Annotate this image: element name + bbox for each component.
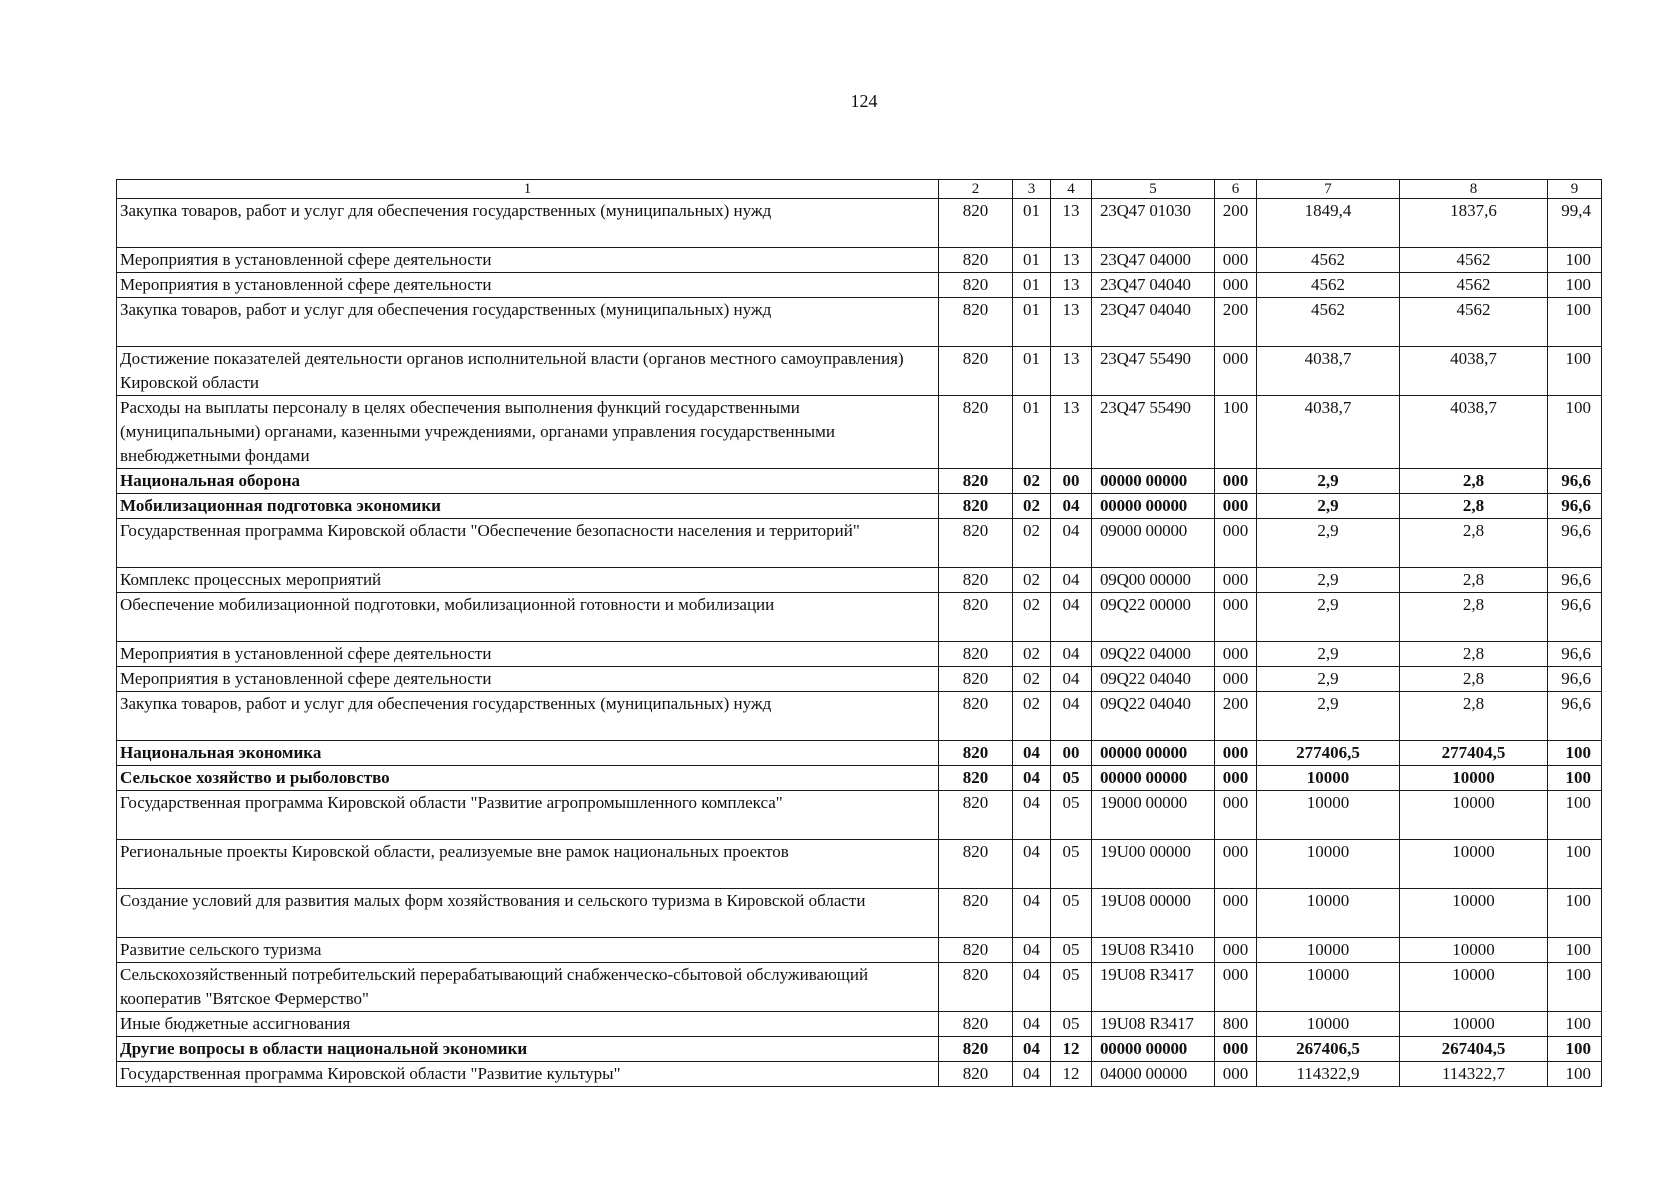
row-target-article: 23Q47 55490: [1092, 347, 1215, 396]
table-row: [117, 791, 1602, 840]
row-subsection-code: 13: [1051, 347, 1092, 396]
row-executed-amount: 10000: [1400, 889, 1548, 938]
header-cell: 3: [1013, 180, 1051, 199]
row-ministry-code: 820: [939, 692, 1013, 741]
row-execution-percent: 96,6: [1548, 667, 1602, 692]
row-execution-percent: 100: [1548, 741, 1602, 766]
row-execution-percent: 96,6: [1548, 469, 1602, 494]
row-expense-type: 000: [1215, 1037, 1257, 1062]
row-name: Государственная программа Кировской области "Обеспечение безопасности населения и территорий": [117, 519, 939, 568]
row-section-code: 04: [1013, 1062, 1051, 1087]
row-ministry-code: 820: [939, 791, 1013, 840]
row-subsection-code: 04: [1051, 568, 1092, 593]
row-name: Мероприятия в установленной сфере деятельности: [117, 248, 939, 273]
row-section-code: 04: [1013, 791, 1051, 840]
row-section-code: 02: [1013, 568, 1051, 593]
row-target-article: 19U08 R3417: [1092, 963, 1215, 1012]
row-execution-percent: 100: [1548, 791, 1602, 840]
row-ministry-code: 820: [939, 396, 1013, 469]
row-section-code: 04: [1013, 1037, 1051, 1062]
row-target-article: 09Q22 04040: [1092, 692, 1215, 741]
row-planned-amount: 2,9: [1257, 692, 1400, 741]
row-executed-amount: 4038,7: [1400, 396, 1548, 469]
row-executed-amount: 2,8: [1400, 494, 1548, 519]
row-ministry-code: 820: [939, 494, 1013, 519]
row-section-code: 02: [1013, 642, 1051, 667]
row-executed-amount: 277404,5: [1400, 741, 1548, 766]
row-subsection-code: 00: [1051, 741, 1092, 766]
row-subsection-code: 04: [1051, 593, 1092, 642]
row-ministry-code: 820: [939, 199, 1013, 248]
row-subsection-code: 12: [1051, 1062, 1092, 1087]
row-subsection-code: 05: [1051, 766, 1092, 791]
table-row: [117, 347, 1602, 396]
row-expense-type: 000: [1215, 963, 1257, 1012]
table-row: [117, 396, 1602, 469]
row-name: Другие вопросы в области национальной экономики: [117, 1037, 939, 1062]
row-execution-percent: 100: [1548, 1062, 1602, 1087]
row-planned-amount: 2,9: [1257, 568, 1400, 593]
row-section-code: 02: [1013, 667, 1051, 692]
table-row: [117, 298, 1602, 347]
header-cell: 4: [1051, 180, 1092, 199]
row-planned-amount: 10000: [1257, 840, 1400, 889]
row-name: Мероприятия в установленной сфере деятельности: [117, 273, 939, 298]
row-name: Обеспечение мобилизационной подготовки, мобилизационной готовности и мобилизации: [117, 593, 939, 642]
row-execution-percent: 100: [1548, 1012, 1602, 1037]
row-execution-percent: 99,4: [1548, 199, 1602, 248]
row-planned-amount: 1849,4: [1257, 199, 1400, 248]
row-ministry-code: 820: [939, 347, 1013, 396]
row-execution-percent: 100: [1548, 273, 1602, 298]
row-executed-amount: 4562: [1400, 298, 1548, 347]
row-ministry-code: 820: [939, 840, 1013, 889]
row-planned-amount: 114322,9: [1257, 1062, 1400, 1087]
row-expense-type: 000: [1215, 766, 1257, 791]
row-expense-type: 000: [1215, 741, 1257, 766]
row-name: Государственная программа Кировской области "Развитие культуры": [117, 1062, 939, 1087]
row-planned-amount: 2,9: [1257, 642, 1400, 667]
row-subsection-code: 05: [1051, 791, 1092, 840]
row-section-code: 04: [1013, 840, 1051, 889]
table-row: [117, 1012, 1602, 1037]
row-subsection-code: 05: [1051, 840, 1092, 889]
row-executed-amount: 2,8: [1400, 642, 1548, 667]
row-subsection-code: 05: [1051, 1012, 1092, 1037]
row-executed-amount: 2,8: [1400, 667, 1548, 692]
table-row: [117, 248, 1602, 273]
row-executed-amount: 10000: [1400, 840, 1548, 889]
row-name: Развитие сельского туризма: [117, 938, 939, 963]
table-row: [117, 840, 1602, 889]
row-ministry-code: 820: [939, 642, 1013, 667]
row-subsection-code: 04: [1051, 494, 1092, 519]
row-expense-type: 000: [1215, 519, 1257, 568]
row-planned-amount: 267406,5: [1257, 1037, 1400, 1062]
row-target-article: 09Q22 00000: [1092, 593, 1215, 642]
row-ministry-code: 820: [939, 248, 1013, 273]
row-expense-type: 000: [1215, 248, 1257, 273]
row-name: Сельскохозяйственный потребительский перерабатывающий снабженческо-сбытовой обслуживающий кооператив "Вятское Фермерство": [117, 963, 939, 1012]
row-expense-type: 000: [1215, 642, 1257, 667]
header-cell: 2: [939, 180, 1013, 199]
row-expense-type: 000: [1215, 791, 1257, 840]
row-ministry-code: 820: [939, 1012, 1013, 1037]
table-row: [117, 1062, 1602, 1087]
row-name: Достижение показателей деятельности органов исполнительной власти (органов местного самоуправления) Кировской области: [117, 347, 939, 396]
row-expense-type: 200: [1215, 298, 1257, 347]
row-section-code: 01: [1013, 273, 1051, 298]
row-target-article: 04000 00000: [1092, 1062, 1215, 1087]
table-row: [117, 1037, 1602, 1062]
row-expense-type: 000: [1215, 347, 1257, 396]
row-target-article: 00000 00000: [1092, 766, 1215, 791]
row-name: Государственная программа Кировской области "Развитие агропромышленного комплекса": [117, 791, 939, 840]
header-cell: 8: [1400, 180, 1548, 199]
row-expense-type: 000: [1215, 273, 1257, 298]
table-row: [117, 494, 1602, 519]
row-section-code: 04: [1013, 1012, 1051, 1037]
table-row: [117, 938, 1602, 963]
row-subsection-code: 13: [1051, 396, 1092, 469]
table-row: [117, 568, 1602, 593]
row-target-article: 09Q22 04040: [1092, 667, 1215, 692]
row-target-article: 00000 00000: [1092, 469, 1215, 494]
table-row: [117, 469, 1602, 494]
header-cell: 6: [1215, 180, 1257, 199]
row-target-article: 19U08 R3410: [1092, 938, 1215, 963]
row-ministry-code: 820: [939, 963, 1013, 1012]
row-execution-percent: 96,6: [1548, 692, 1602, 741]
row-name: Национальная оборона: [117, 469, 939, 494]
row-planned-amount: 4038,7: [1257, 396, 1400, 469]
row-target-article: 00000 00000: [1092, 494, 1215, 519]
row-expense-type: 200: [1215, 199, 1257, 248]
row-ministry-code: 820: [939, 568, 1013, 593]
row-section-code: 02: [1013, 593, 1051, 642]
row-section-code: 01: [1013, 298, 1051, 347]
row-execution-percent: 100: [1548, 347, 1602, 396]
row-expense-type: 200: [1215, 692, 1257, 741]
row-subsection-code: 13: [1051, 248, 1092, 273]
row-subsection-code: 00: [1051, 469, 1092, 494]
row-ministry-code: 820: [939, 1037, 1013, 1062]
row-name: Создание условий для развития малых форм хозяйствования и сельского туризма в Кировской области: [117, 889, 939, 938]
row-execution-percent: 96,6: [1548, 642, 1602, 667]
row-execution-percent: 100: [1548, 248, 1602, 273]
header-cell: 9: [1548, 180, 1602, 199]
row-planned-amount: 4562: [1257, 298, 1400, 347]
row-section-code: 04: [1013, 741, 1051, 766]
row-planned-amount: 10000: [1257, 889, 1400, 938]
row-ministry-code: 820: [939, 741, 1013, 766]
row-target-article: 19U08 R3417: [1092, 1012, 1215, 1037]
row-ministry-code: 820: [939, 938, 1013, 963]
row-executed-amount: 10000: [1400, 938, 1548, 963]
row-name: Закупка товаров, работ и услуг для обеспечения государственных (муниципальных) нужд: [117, 692, 939, 741]
table-row: [117, 199, 1602, 248]
row-planned-amount: 2,9: [1257, 494, 1400, 519]
row-subsection-code: 05: [1051, 963, 1092, 1012]
row-subsection-code: 13: [1051, 199, 1092, 248]
row-executed-amount: 4038,7: [1400, 347, 1548, 396]
row-planned-amount: 2,9: [1257, 593, 1400, 642]
row-ministry-code: 820: [939, 667, 1013, 692]
row-planned-amount: 277406,5: [1257, 741, 1400, 766]
row-subsection-code: 04: [1051, 519, 1092, 568]
row-execution-percent: 100: [1548, 396, 1602, 469]
row-target-article: 23Q47 04040: [1092, 298, 1215, 347]
row-execution-percent: 96,6: [1548, 568, 1602, 593]
row-expense-type: 000: [1215, 568, 1257, 593]
table-row: [117, 741, 1602, 766]
row-target-article: 00000 00000: [1092, 1037, 1215, 1062]
header-cell: 1: [117, 180, 939, 199]
row-ministry-code: 820: [939, 519, 1013, 568]
row-name: Региональные проекты Кировской области, реализуемые вне рамок национальных проектов: [117, 840, 939, 889]
table-row: [117, 889, 1602, 938]
row-execution-percent: 100: [1548, 963, 1602, 1012]
row-expense-type: 000: [1215, 667, 1257, 692]
page-number: 124: [850, 91, 878, 111]
header-cell: 7: [1257, 180, 1400, 199]
row-planned-amount: 10000: [1257, 938, 1400, 963]
row-target-article: 23Q47 55490: [1092, 396, 1215, 469]
row-execution-percent: 96,6: [1548, 494, 1602, 519]
table-header-row: [117, 180, 1602, 199]
row-section-code: 01: [1013, 199, 1051, 248]
table-row: [117, 519, 1602, 568]
row-expense-type: 800: [1215, 1012, 1257, 1037]
header-cell: 5: [1092, 180, 1215, 199]
row-planned-amount: 2,9: [1257, 667, 1400, 692]
row-execution-percent: 100: [1548, 1037, 1602, 1062]
row-target-article: 00000 00000: [1092, 741, 1215, 766]
row-expense-type: 000: [1215, 1062, 1257, 1087]
row-target-article: 23Q47 01030: [1092, 199, 1215, 248]
row-executed-amount: 2,8: [1400, 568, 1548, 593]
row-expense-type: 100: [1215, 396, 1257, 469]
row-executed-amount: 114322,7: [1400, 1062, 1548, 1087]
row-section-code: 01: [1013, 396, 1051, 469]
row-expense-type: 000: [1215, 494, 1257, 519]
row-target-article: 09Q00 00000: [1092, 568, 1215, 593]
row-expense-type: 000: [1215, 469, 1257, 494]
row-name: Сельское хозяйство и рыболовство: [117, 766, 939, 791]
row-subsection-code: 13: [1051, 298, 1092, 347]
row-ministry-code: 820: [939, 298, 1013, 347]
row-section-code: 01: [1013, 347, 1051, 396]
row-section-code: 04: [1013, 766, 1051, 791]
row-planned-amount: 4562: [1257, 248, 1400, 273]
row-target-article: 09Q22 04000: [1092, 642, 1215, 667]
row-planned-amount: 10000: [1257, 791, 1400, 840]
row-ministry-code: 820: [939, 469, 1013, 494]
row-name: Комплекс процессных мероприятий: [117, 568, 939, 593]
row-planned-amount: 10000: [1257, 963, 1400, 1012]
row-subsection-code: 12: [1051, 1037, 1092, 1062]
row-section-code: 04: [1013, 963, 1051, 1012]
row-name: Иные бюджетные ассигнования: [117, 1012, 939, 1037]
row-target-article: 09000 00000: [1092, 519, 1215, 568]
row-section-code: 02: [1013, 692, 1051, 741]
row-executed-amount: 2,8: [1400, 692, 1548, 741]
row-planned-amount: 2,9: [1257, 519, 1400, 568]
table-row: [117, 766, 1602, 791]
row-target-article: 19U08 00000: [1092, 889, 1215, 938]
row-executed-amount: 2,8: [1400, 593, 1548, 642]
table-row: [117, 692, 1602, 741]
row-expense-type: 000: [1215, 889, 1257, 938]
row-execution-percent: 100: [1548, 889, 1602, 938]
table-row: [117, 667, 1602, 692]
row-subsection-code: 13: [1051, 273, 1092, 298]
row-name: Мероприятия в установленной сфере деятельности: [117, 642, 939, 667]
row-name: Закупка товаров, работ и услуг для обеспечения государственных (муниципальных) нужд: [117, 199, 939, 248]
row-execution-percent: 100: [1548, 298, 1602, 347]
row-subsection-code: 04: [1051, 667, 1092, 692]
row-section-code: 02: [1013, 494, 1051, 519]
row-execution-percent: 100: [1548, 840, 1602, 889]
budget-table: [116, 179, 1602, 1087]
row-executed-amount: 10000: [1400, 963, 1548, 1012]
row-subsection-code: 04: [1051, 642, 1092, 667]
row-expense-type: 000: [1215, 938, 1257, 963]
row-name: Расходы на выплаты персоналу в целях обеспечения выполнения функций государственными (муниципальными) органами, казенными учреждениями, органами управления государственными внебюджетными фондами: [117, 396, 939, 469]
row-executed-amount: 10000: [1400, 1012, 1548, 1037]
row-subsection-code: 05: [1051, 889, 1092, 938]
row-ministry-code: 820: [939, 273, 1013, 298]
table-row: [117, 273, 1602, 298]
row-executed-amount: 2,8: [1400, 469, 1548, 494]
row-expense-type: 000: [1215, 593, 1257, 642]
row-planned-amount: 4562: [1257, 273, 1400, 298]
row-execution-percent: 100: [1548, 938, 1602, 963]
row-expense-type: 000: [1215, 840, 1257, 889]
row-executed-amount: 4562: [1400, 248, 1548, 273]
row-section-code: 02: [1013, 519, 1051, 568]
row-section-code: 04: [1013, 889, 1051, 938]
row-executed-amount: 10000: [1400, 766, 1548, 791]
row-execution-percent: 100: [1548, 766, 1602, 791]
row-executed-amount: 4562: [1400, 273, 1548, 298]
row-planned-amount: 4038,7: [1257, 347, 1400, 396]
row-target-article: 23Q47 04040: [1092, 273, 1215, 298]
row-name: Закупка товаров, работ и услуг для обеспечения государственных (муниципальных) нужд: [117, 298, 939, 347]
row-name: Национальная экономика: [117, 741, 939, 766]
row-section-code: 04: [1013, 938, 1051, 963]
row-planned-amount: 2,9: [1257, 469, 1400, 494]
row-name: Мероприятия в установленной сфере деятельности: [117, 667, 939, 692]
row-executed-amount: 2,8: [1400, 519, 1548, 568]
table-row: [117, 963, 1602, 1012]
row-subsection-code: 05: [1051, 938, 1092, 963]
table-row: [117, 642, 1602, 667]
row-planned-amount: 10000: [1257, 766, 1400, 791]
row-subsection-code: 04: [1051, 692, 1092, 741]
row-name: Мобилизационная подготовка экономики: [117, 494, 939, 519]
table-row: [117, 593, 1602, 642]
row-planned-amount: 10000: [1257, 1012, 1400, 1037]
row-target-article: 23Q47 04000: [1092, 248, 1215, 273]
row-execution-percent: 96,6: [1548, 593, 1602, 642]
row-section-code: 01: [1013, 248, 1051, 273]
row-ministry-code: 820: [939, 1062, 1013, 1087]
row-ministry-code: 820: [939, 593, 1013, 642]
row-executed-amount: 1837,6: [1400, 199, 1548, 248]
row-target-article: 19000 00000: [1092, 791, 1215, 840]
row-execution-percent: 96,6: [1548, 519, 1602, 568]
row-section-code: 02: [1013, 469, 1051, 494]
row-executed-amount: 267404,5: [1400, 1037, 1548, 1062]
row-ministry-code: 820: [939, 889, 1013, 938]
row-ministry-code: 820: [939, 766, 1013, 791]
row-target-article: 19U00 00000: [1092, 840, 1215, 889]
row-executed-amount: 10000: [1400, 791, 1548, 840]
